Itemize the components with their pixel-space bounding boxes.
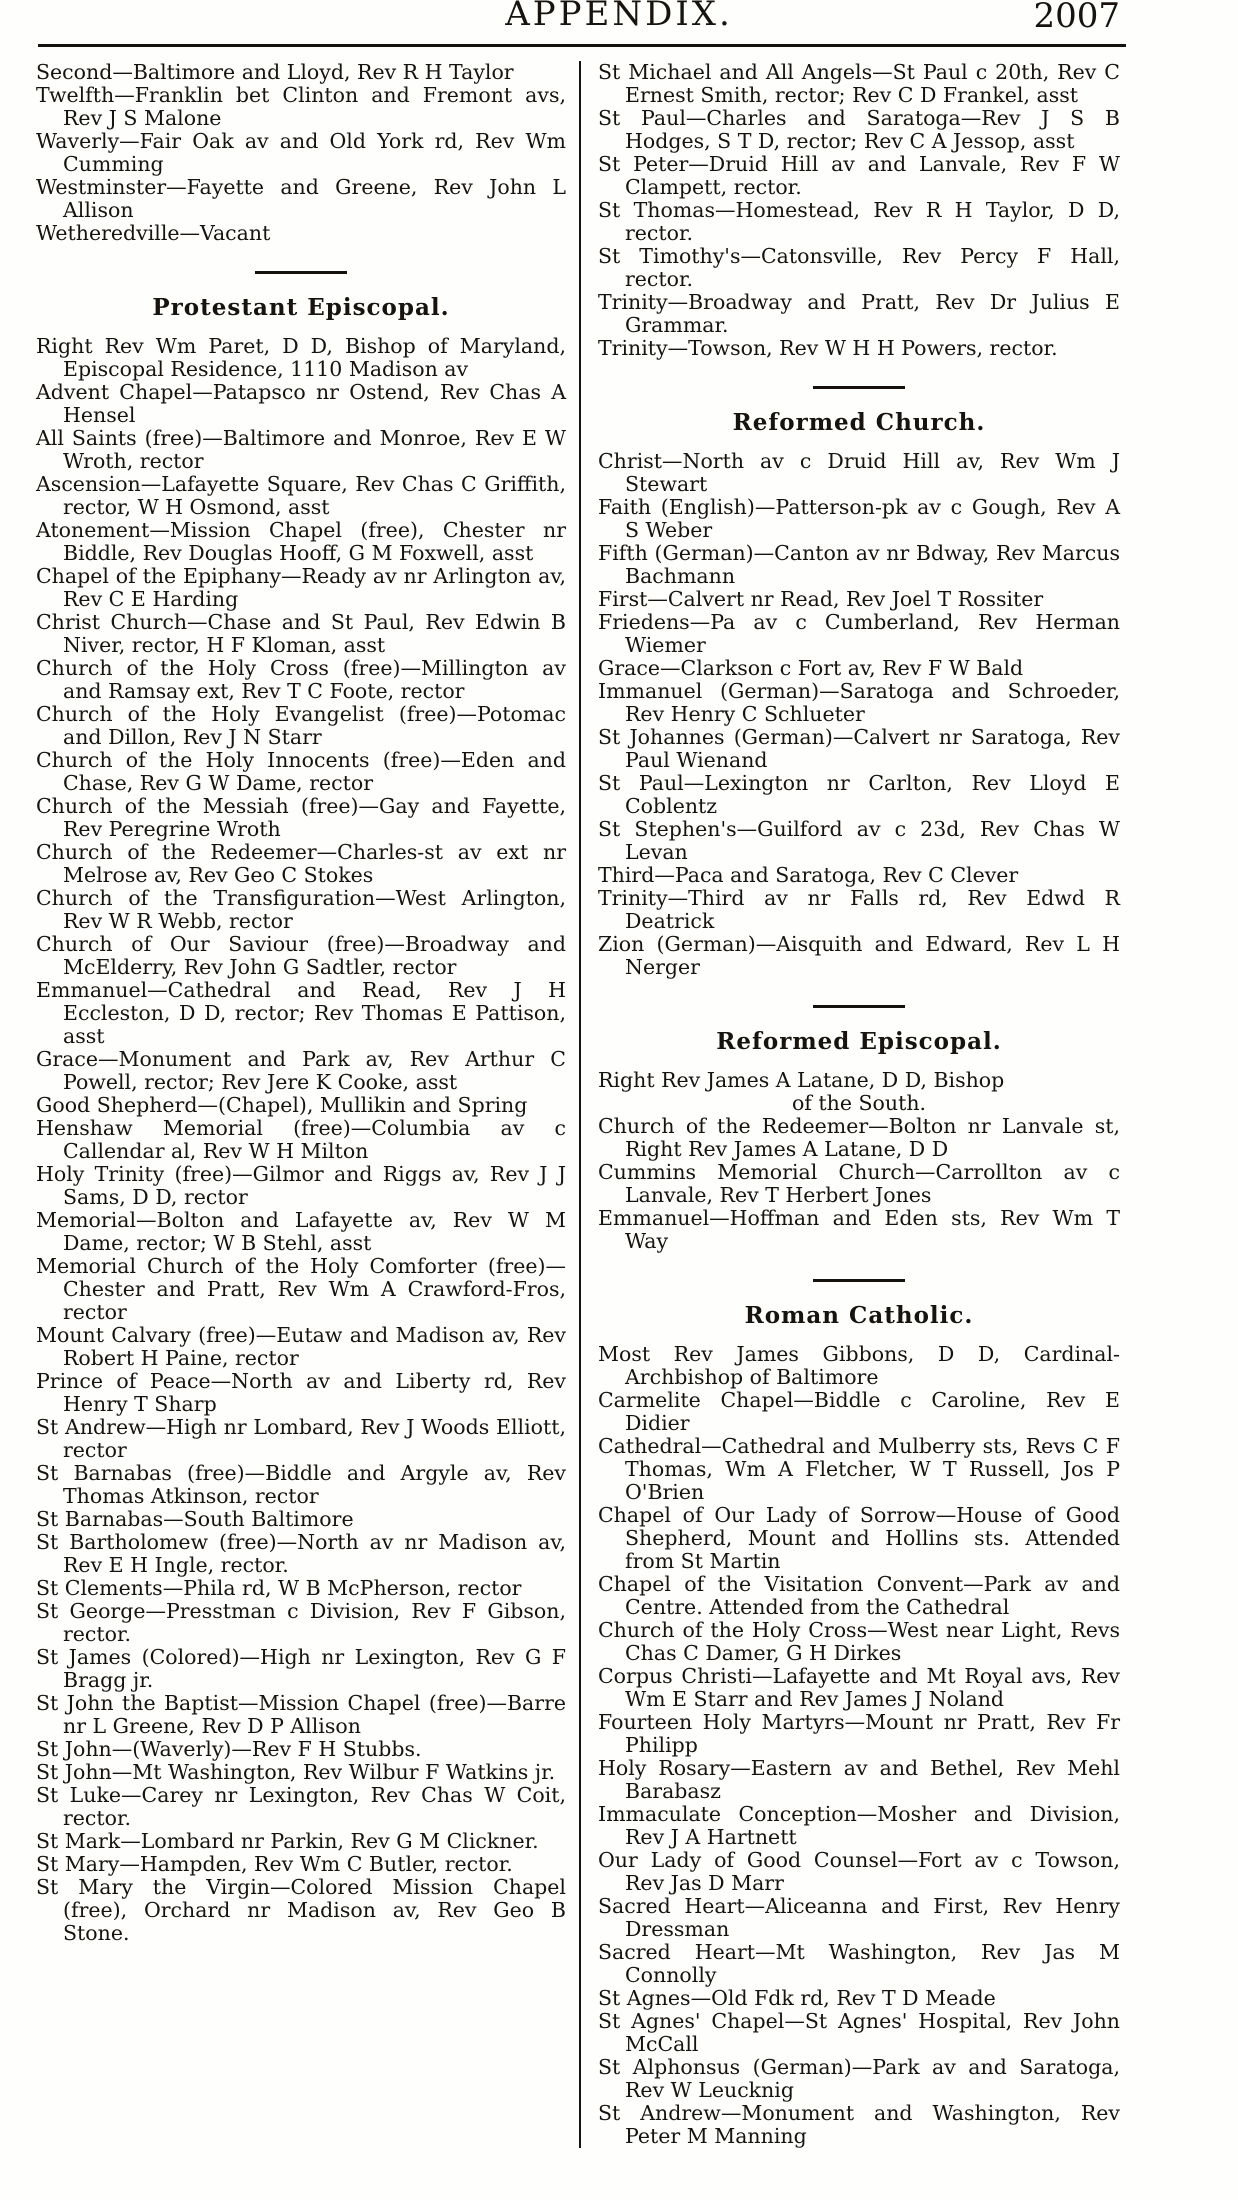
directory-entry: Advent Chapel—Patapsco nr Ostend, Rev Chas A Hensel bbox=[36, 380, 566, 427]
directory-entry: Westminster—Fayette and Greene, Rev John L Allison bbox=[36, 175, 566, 222]
page-number: 2007 bbox=[1033, 0, 1120, 36]
directory-entry: St John—(Waverly)—Rev F H Stubbs. bbox=[36, 1737, 422, 1761]
directory-entry: Good Shepherd—(Chapel), Mullikin and Spring bbox=[36, 1093, 528, 1117]
directory-entry: Trinity—Third av nr Falls rd, Rev Edwd R Deatrick bbox=[598, 886, 1120, 933]
directory-entry: St Agnes' Chapel—St Agnes' Hospital, Rev John McCall bbox=[598, 2009, 1120, 2056]
section-heading: Protestant Episcopal. bbox=[152, 294, 450, 321]
directory-entry-line: Right Rev James A Latane, D D, Bishop bbox=[598, 1068, 1005, 1092]
column-right bbox=[598, 61, 1120, 2148]
directory-entry: Chapel of the Visitation Convent—Park av and Centre. Attended from the Cathedral bbox=[598, 1572, 1120, 1619]
directory-entry: Twelfth—Franklin bet Clinton and Fremont avs, Rev J S Malone bbox=[36, 83, 566, 130]
directory-entry: Faith (English)—Patterson-pk av c Gough, Rev A S Weber bbox=[598, 495, 1120, 542]
directory-entry: Christ Church—Chase and St Paul, Rev Edwin B Niver, rector, H F Kloman, asst bbox=[36, 610, 566, 657]
directory-entry: St Bartholomew (free)—North av nr Madison av, Rev E H Ingle, rector. bbox=[36, 1530, 566, 1577]
directory-entry: St Alphonsus (German)—Park av and Saratoga, Rev W Leucknig bbox=[598, 2055, 1120, 2102]
directory-entry: Church of the Holy Innocents (free)—Eden and Chase, Rev G W Dame, rector bbox=[36, 748, 566, 795]
directory-entry: St Michael and All Angels—St Paul c 20th, Rev C Ernest Smith, rector; Rev C D Frankel, asst bbox=[598, 60, 1120, 107]
directory-entry: St Johannes (German)—Calvert nr Saratoga, Rev Paul Wienand bbox=[598, 725, 1120, 772]
directory-entry: Fifth (German)—Canton av nr Bdway, Rev Marcus Bachmann bbox=[598, 541, 1120, 588]
directory-entry: Church of the Holy Evangelist (free)—Potomac and Dillon, Rev J N Starr bbox=[36, 702, 566, 749]
directory-entry: Our Lady of Good Counsel—Fort av c Towson, Rev Jas D Marr bbox=[598, 1848, 1120, 1895]
directory-entry: Emmanuel—Hoffman and Eden sts, Rev Wm T Way bbox=[598, 1206, 1120, 1253]
directory-entry: Cathedral—Cathedral and Mulberry sts, Revs C F Thomas, Wm A Fletcher, W T Russell, Jos P O'Brien bbox=[598, 1434, 1120, 1504]
directory-entry: Wetheredville—Vacant bbox=[36, 221, 271, 245]
directory-entry: St Mark—Lombard nr Parkin, Rev G M Clickner. bbox=[36, 1829, 539, 1853]
section-heading: Reformed Episcopal. bbox=[716, 1028, 1002, 1055]
directory-entry: St Mary the Virgin—Colored Mission Chapel (free), Orchard nr Madison av, Rev Geo B Stone. bbox=[36, 1875, 566, 1945]
directory-entry: St John the Baptist—Mission Chapel (free)—Barre nr L Greene, Rev D P Allison bbox=[36, 1691, 566, 1738]
directory-entry: Sacred Heart—Aliceanna and First, Rev Henry Dressman bbox=[598, 1894, 1120, 1941]
directory-entry: Immanuel (German)—Saratoga and Schroeder, Rev Henry C Schlueter bbox=[598, 679, 1120, 726]
directory-entry: First—Calvert nr Read, Rev Joel T Rossiter bbox=[598, 587, 1044, 611]
directory-entry: Ascension—Lafayette Square, Rev Chas C Griffith, rector, W H Osmond, asst bbox=[36, 472, 566, 519]
section-heading: Reformed Church. bbox=[732, 409, 986, 436]
directory-entry: Church of the Redeemer—Bolton nr Lanvale st, Right Rev James A Latane, D D bbox=[598, 1114, 1120, 1161]
directory-entry: Waverly—Fair Oak av and Old York rd, Rev Wm Cumming bbox=[36, 129, 566, 176]
column-left bbox=[36, 61, 566, 2148]
directory-entry: St Thomas—Homestead, Rev R H Taylor, D D, rector. bbox=[598, 198, 1120, 245]
directory-entry: Emmanuel—Cathedral and Read, Rev J H Eccleston, D D, rector; Rev Thomas E Pattison, asst bbox=[36, 978, 566, 1048]
directory-entry: St Agnes—Old Fdk rd, Rev T D Meade bbox=[598, 1986, 996, 2010]
directory-entry: Trinity—Towson, Rev W H H Powers, rector. bbox=[598, 336, 1058, 360]
page-title: APPENDIX. bbox=[505, 0, 733, 34]
directory-entry: St Peter—Druid Hill av and Lanvale, Rev F W Clampett, rector. bbox=[598, 152, 1120, 199]
directory-entry: All Saints (free)—Baltimore and Monroe, Rev E W Wroth, rector bbox=[36, 426, 566, 473]
section-divider-rule bbox=[813, 386, 905, 389]
directory-entry: St John—Mt Washington, Rev Wilbur F Watkins jr. bbox=[36, 1760, 556, 1784]
directory-entry: Immaculate Conception—Mosher and Division, Rev J A Hartnett bbox=[598, 1802, 1120, 1849]
directory-entry: Second—Baltimore and Lloyd, Rev R H Taylor bbox=[36, 60, 514, 84]
directory-entry: Chapel of the Epiphany—Ready av nr Arlington av, Rev C E Harding bbox=[36, 564, 566, 611]
directory-entry: St Barnabas—South Baltimore bbox=[36, 1507, 354, 1531]
section-divider-rule bbox=[255, 271, 347, 274]
directory-entry: Atonement—Mission Chapel (free), Chester nr Biddle, Rev Douglas Hooff, G M Foxwell, asst bbox=[36, 518, 566, 565]
page-header bbox=[0, 0, 1238, 40]
directory-entry: Right Rev Wm Paret, D D, Bishop of Maryland, Episcopal Residence, 1110 Madison av bbox=[36, 334, 566, 381]
directory-entry: St Mary—Hampden, Rev Wm C Butler, rector. bbox=[36, 1852, 513, 1876]
section-divider-rule bbox=[813, 1005, 905, 1008]
directory-entry: Church of the Transfiguration—West Arlington, Rev W R Webb, rector bbox=[36, 886, 566, 933]
section-divider-rule bbox=[813, 1279, 905, 1282]
directory-entry: Fourteen Holy Martyrs—Mount nr Pratt, Rev Fr Philipp bbox=[598, 1710, 1120, 1757]
directory-entry: St Stephen's—Guilford av c 23d, Rev Chas W Levan bbox=[598, 817, 1120, 864]
directory-entry: Corpus Christi—Lafayette and Mt Royal avs, Rev Wm E Starr and Rev James J Noland bbox=[598, 1664, 1120, 1711]
directory-entry: Sacred Heart—Mt Washington, Rev Jas M Connolly bbox=[598, 1940, 1120, 1987]
directory-entry: Church of the Holy Cross (free)—Millington av and Ramsay ext, Rev T C Foote, rector bbox=[36, 656, 566, 703]
directory-entry: Friedens—Pa av c Cumberland, Rev Herman Wiemer bbox=[598, 610, 1120, 657]
directory-entry: Third—Paca and Saratoga, Rev C Clever bbox=[598, 863, 1019, 887]
directory-entry: Chapel of Our Lady of Sorrow—House of Good Shepherd, Mount and Hollins sts. Attended from St Martin bbox=[598, 1503, 1120, 1573]
directory-entry: Mount Calvary (free)—Eutaw and Madison av, Rev Robert H Paine, rector bbox=[36, 1323, 566, 1370]
directory-entry-line: of the South. bbox=[791, 1091, 927, 1115]
directory-entry: Henshaw Memorial (free)—Columbia av c Callendar al, Rev W H Milton bbox=[36, 1116, 566, 1163]
directory-entry: St George—Presstman c Division, Rev F Gibson, rector. bbox=[36, 1599, 566, 1646]
directory-entry: Memorial Church of the Holy Comforter (free)—Chester and Pratt, Rev Wm A Crawford-Fros, rector bbox=[36, 1254, 566, 1324]
directory-entry: St Andrew—Monument and Washington, Rev Peter M Manning bbox=[598, 2101, 1120, 2148]
directory-entry: Most Rev James Gibbons, D D, Cardinal-Archbishop of Baltimore bbox=[598, 1342, 1120, 1389]
directory-entry: Holy Trinity (free)—Gilmor and Riggs av, Rev J J Sams, D D, rector bbox=[36, 1162, 566, 1209]
directory-entry: St Andrew—High nr Lombard, Rev J Woods Elliott, rector bbox=[36, 1415, 566, 1462]
directory-entry: Christ—North av c Druid Hill av, Rev Wm J Stewart bbox=[598, 449, 1120, 496]
directory-entry: Prince of Peace—North av and Liberty rd, Rev Henry T Sharp bbox=[36, 1369, 566, 1416]
directory-entry: St Barnabas (free)—Biddle and Argyle av, Rev Thomas Atkinson, rector bbox=[36, 1461, 566, 1508]
directory-entry: Church of Our Saviour (free)—Broadway and McElderry, Rev John G Sadtler, rector bbox=[36, 932, 566, 979]
directory-entry: Zion (German)—Aisquith and Edward, Rev L H Nerger bbox=[598, 932, 1120, 979]
directory-entry: Church of the Redeemer—Charles-st av ext nr Melrose av, Rev Geo C Stokes bbox=[36, 840, 566, 887]
directory-entry: St Paul—Charles and Saratoga—Rev J S B Hodges, S T D, rector; Rev C A Jessop, asst bbox=[598, 106, 1120, 153]
two-column-layout bbox=[0, 47, 1238, 2148]
directory-entry: St James (Colored)—High nr Lexington, Rev G F Bragg jr. bbox=[36, 1645, 566, 1692]
directory-entry: Church of the Messiah (free)—Gay and Fayette, Rev Peregrine Wroth bbox=[36, 794, 566, 841]
directory-entry: St Clements—Phila rd, W B McPherson, rector bbox=[36, 1576, 522, 1600]
directory-entry: Church of the Holy Cross—West near Light, Revs Chas C Damer, G H Dirkes bbox=[598, 1618, 1120, 1665]
directory-entry bbox=[598, 1069, 1120, 1115]
section-heading: Roman Catholic. bbox=[744, 1302, 974, 1329]
directory-entry: Cummins Memorial Church—Carrollton av c Lanvale, Rev T Herbert Jones bbox=[598, 1160, 1120, 1207]
directory-entry: Grace—Clarkson c Fort av, Rev F W Bald bbox=[598, 656, 1024, 680]
column-divider-rule bbox=[579, 61, 581, 2148]
directory-entry: Memorial—Bolton and Lafayette av, Rev W M Dame, rector; W B Stehl, asst bbox=[36, 1208, 566, 1255]
directory-entry: St Timothy's—Catonsville, Rev Percy F Hall, rector. bbox=[598, 244, 1120, 291]
directory-entry: Holy Rosary—Eastern av and Bethel, Rev Mehl Barabasz bbox=[598, 1756, 1120, 1803]
directory-entry: St Paul—Lexington nr Carlton, Rev Lloyd E Coblentz bbox=[598, 771, 1120, 818]
directory-entry: Grace—Monument and Park av, Rev Arthur C Powell, rector; Rev Jere K Cooke, asst bbox=[36, 1047, 566, 1094]
directory-entry: St Luke—Carey nr Lexington, Rev Chas W Coit, rector. bbox=[36, 1783, 566, 1830]
directory-entry: Trinity—Broadway and Pratt, Rev Dr Julius E Grammar. bbox=[598, 290, 1120, 337]
directory-entry: Carmelite Chapel—Biddle c Caroline, Rev E Didier bbox=[598, 1388, 1120, 1435]
